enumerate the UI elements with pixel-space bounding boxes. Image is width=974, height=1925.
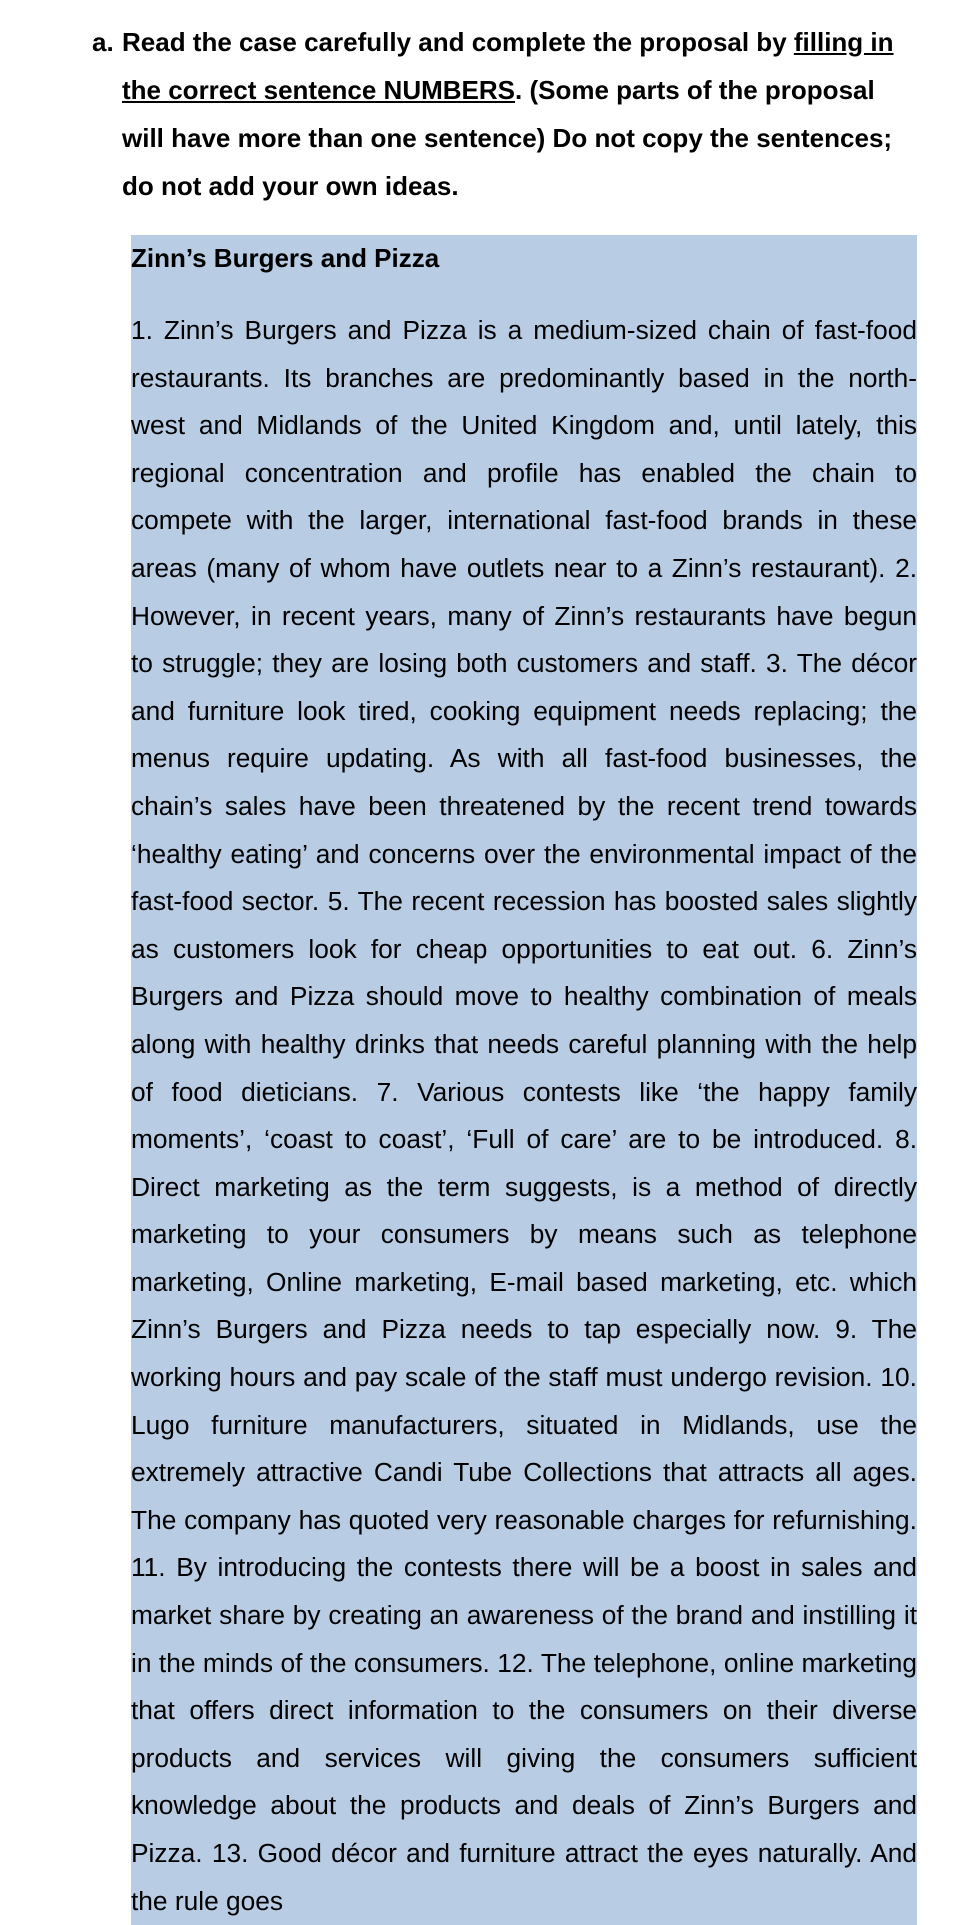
case-body: 1. Zinn’s Burgers and Pizza is a medium-sized chain of fast-food restaurants. Its branches are predominantly based in the north-west and Midlands of the United Kingdom and, until lately, this regional concentration and profile has enabled the chain to compete with the larger, international fast-food brands in these areas (many of whom have outlets near to a Zinn’s restaurant). 2. However, in recent years, many of Zinn’s restaurants have begun to struggle; they are losing both customers and staff. 3. The décor and furniture look tired, cooking equipment needs replacing; the menus require updating. As with all fast-food businesses, the chain’s sales have been threatened by the recent trend towards ‘healthy eating’ and concerns over the environmental impact of the fast-food sector. 5. The recent recession has boosted sales slightly as customers look for cheap opportunities to eat out. 6. Zinn’s Burgers and Pizza should move to healthy combination of meals along with healthy drinks that needs careful planning with the help of food dieticians. 7. Various contests like ‘the happy family moments’, ‘coast to coast’, ‘Full of care’ are to be introduced. 8. Direct marketing as the term suggests, is a method of directly marketing to your consumers by means such as telephone marketing, Online marketing, E-mail based marketing, etc. which Zinn’s Burgers and Pizza needs to tap especially now. 9. The working hours and pay scale of the staff must undergo revision. 10. Lugo furniture manufacturers, situated in Midlands, use the extremely attractive Candi Tube Collections that attracts all ages. The company has quoted very reasonable charges for refurnishing. 11. By introducing the contests there will be a boost in sales and market share by creating an awareness of the brand and instilling it in the minds of the consumers. 12. The telephone, online marketing that offers direct information to the consumers on their diverse products and services will giving the consumers sufficient knowledge about the products and deals of Zinn’s Burgers and Pizza. 13. Good décor and furniture attract the eyes naturally. And the rule goes xyxy=(131,315,917,1916)
instruction-text-before: Read the case carefully and complete the proposal by xyxy=(122,27,794,57)
instruction-underlined: filling in the correct sentence NUMBERS xyxy=(122,27,894,105)
instruction-paragraph xyxy=(92,18,912,210)
instruction-text xyxy=(122,18,912,210)
case-title: Zinn’s Burgers and Pizza xyxy=(131,243,440,273)
instruction-text-after: . (Some parts of the proposal will have more than one sentence) Do not copy the sentences; do not add your own ideas. xyxy=(122,75,893,201)
list-marker: a. xyxy=(92,27,114,57)
